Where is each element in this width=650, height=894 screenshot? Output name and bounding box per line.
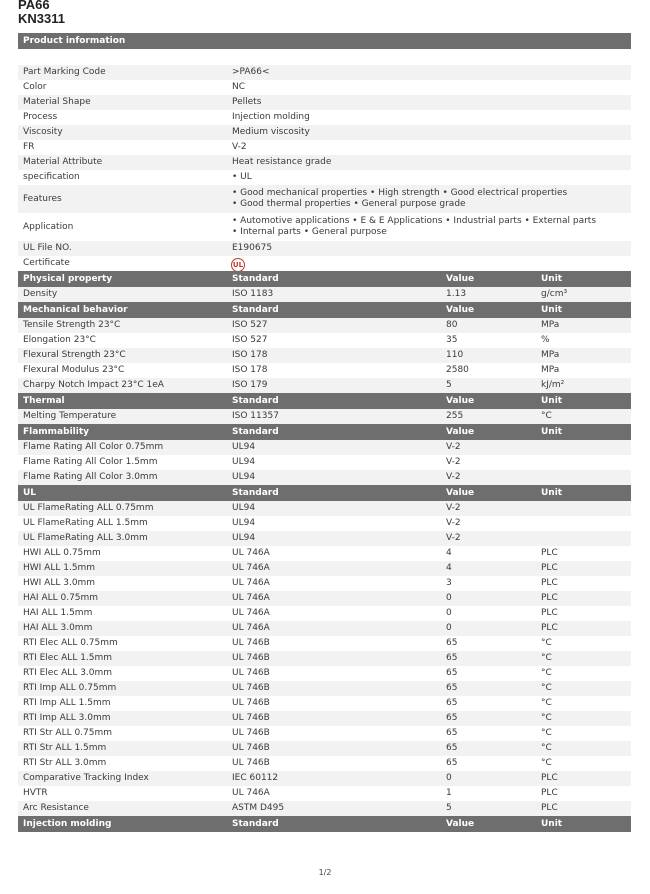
page-number: 1/2	[318, 868, 332, 877]
ul-certification-icon: UL	[231, 258, 245, 272]
section-header	[18, 271, 631, 287]
test-standard: ISO 527	[232, 335, 268, 345]
info-value: • UL	[232, 172, 252, 182]
property-name: HAI ALL 3.0mm	[23, 623, 93, 633]
info-row	[18, 241, 631, 256]
table-row	[18, 681, 631, 696]
table-row	[18, 741, 631, 756]
info-row	[18, 213, 631, 241]
property-unit: °C	[541, 683, 552, 693]
test-standard: IEC 60112	[232, 773, 279, 783]
property-value: 110	[446, 350, 464, 360]
property-name: Arc Resistance	[23, 803, 89, 813]
table-row	[18, 409, 631, 424]
property-value: 2580	[446, 365, 469, 375]
property-value: 0	[446, 593, 452, 603]
test-standard: UL94	[232, 457, 256, 467]
property-unit: PLC	[541, 788, 558, 798]
table-row	[18, 636, 631, 651]
property-name: RTI Imp ALL 0.75mm	[23, 683, 117, 693]
test-standard: ISO 178	[232, 365, 268, 375]
section-header	[18, 485, 631, 501]
test-standard: ISO 179	[232, 380, 268, 390]
property-value: 65	[446, 698, 458, 708]
info-value: >PA66<	[232, 67, 270, 77]
property-unit: °C	[541, 698, 552, 708]
property-name: RTI Str ALL 0.75mm	[23, 728, 113, 738]
info-row	[18, 80, 631, 95]
column-header-value: Value	[446, 274, 475, 284]
info-label: Features	[23, 193, 62, 204]
section-title: Injection molding	[23, 819, 112, 829]
property-value: 4	[446, 563, 452, 573]
test-standard: ASTM D495	[232, 803, 285, 813]
column-header-standard: Standard	[232, 427, 279, 437]
info-row	[18, 125, 631, 140]
property-name: HAI ALL 1.5mm	[23, 608, 93, 618]
property-name: HWI ALL 1.5mm	[23, 563, 96, 573]
test-standard: UL 746B	[232, 713, 270, 723]
test-standard: UL 746A	[232, 608, 270, 618]
column-header-unit: Unit	[541, 396, 563, 406]
info-value: NC	[232, 82, 246, 92]
property-name: RTI Elec ALL 1.5mm	[23, 653, 113, 663]
table-row	[18, 287, 631, 302]
property-name: Melting Temperature	[23, 411, 117, 421]
property-unit: °C	[541, 758, 552, 768]
column-header-standard: Standard	[232, 305, 279, 315]
property-unit: g/cm³	[541, 289, 568, 299]
property-name: RTI Str ALL 1.5mm	[23, 743, 107, 753]
info-value: V-2	[232, 142, 247, 152]
section-header	[18, 393, 631, 409]
test-standard: ISO 178	[232, 350, 268, 360]
property-name: Density	[23, 289, 58, 299]
table-row	[18, 501, 631, 516]
info-value: Pellets	[232, 97, 262, 107]
table-row	[18, 516, 631, 531]
test-standard: UL 746B	[232, 758, 270, 768]
section-header-product-information	[18, 33, 631, 49]
property-value: V-2	[446, 518, 461, 528]
property-unit: °C	[541, 668, 552, 678]
section-title: Physical property	[23, 274, 113, 284]
table-row	[18, 711, 631, 726]
info-row	[18, 256, 631, 271]
property-unit: MPa	[541, 365, 560, 375]
property-value: V-2	[446, 533, 461, 543]
property-name: RTI Elec ALL 3.0mm	[23, 668, 113, 678]
property-value: V-2	[446, 457, 461, 467]
column-header-unit: Unit	[541, 488, 563, 498]
property-value: 35	[446, 335, 458, 345]
property-unit: °C	[541, 653, 552, 663]
info-label: specification	[23, 172, 80, 182]
column-header-standard: Standard	[232, 488, 279, 498]
section-title: Flammability	[23, 427, 90, 437]
column-header-value: Value	[446, 396, 475, 406]
table-row	[18, 576, 631, 591]
property-unit: PLC	[541, 623, 558, 633]
property-value: 65	[446, 668, 458, 678]
property-name: Flexural Strength 23°C	[23, 350, 126, 360]
property-unit: °C	[541, 713, 552, 723]
info-row	[18, 65, 631, 80]
info-label: Part Marking Code	[23, 67, 106, 77]
table-row	[18, 726, 631, 741]
test-standard: UL 746A	[232, 593, 270, 603]
test-standard: ISO 1183	[232, 289, 274, 299]
column-header-unit: Unit	[541, 305, 563, 315]
test-standard: ISO 11357	[232, 411, 279, 421]
info-value-line: • Automotive applications • E & E Applications • Industrial parts • External parts	[232, 216, 597, 226]
test-standard: ISO 527	[232, 320, 268, 330]
table-row	[18, 801, 631, 816]
info-label: Process	[23, 112, 58, 122]
property-name: RTI Str ALL 3.0mm	[23, 758, 107, 768]
info-row	[18, 110, 631, 125]
test-standard: UL 746B	[232, 728, 270, 738]
property-value: 5	[446, 380, 452, 390]
property-name: RTI Imp ALL 1.5mm	[23, 698, 111, 708]
table-row	[18, 546, 631, 561]
property-name: Tensile Strength 23°C	[23, 320, 121, 330]
property-value: 65	[446, 743, 458, 753]
property-value: 5	[446, 803, 452, 813]
property-unit: PLC	[541, 578, 558, 588]
test-standard: UL94	[232, 518, 256, 528]
property-unit: MPa	[541, 350, 560, 360]
property-value: 65	[446, 653, 458, 663]
table-row	[18, 470, 631, 485]
info-label: Material Shape	[23, 97, 91, 107]
property-unit: °C	[541, 743, 552, 753]
property-value: 65	[446, 728, 458, 738]
info-label: Color	[23, 82, 47, 92]
property-value: 0	[446, 608, 452, 618]
property-name: Comparative Tracking Index	[23, 773, 149, 783]
section-header	[18, 302, 631, 318]
table-row	[18, 348, 631, 363]
table-row	[18, 666, 631, 681]
test-standard: UL 746A	[232, 578, 270, 588]
property-unit: kJ/m²	[541, 380, 565, 390]
property-value: 1.13	[446, 289, 467, 299]
column-header-unit: Unit	[541, 819, 563, 829]
column-header-value: Value	[446, 819, 475, 829]
table-row	[18, 440, 631, 455]
property-value: 65	[446, 713, 458, 723]
test-standard: UL 746B	[232, 638, 270, 648]
table-row	[18, 333, 631, 348]
document-title-grade: PA66	[18, 0, 50, 12]
info-value: E190675	[232, 243, 273, 253]
property-unit: °C	[541, 728, 552, 738]
info-value-line: • Good mechanical properties • High strength • Good electrical properties	[232, 188, 568, 198]
section-title: Mechanical behavior	[23, 305, 128, 315]
info-value: Medium viscosity	[232, 127, 310, 137]
property-unit: PLC	[541, 803, 558, 813]
property-value: 0	[446, 623, 452, 633]
property-unit: PLC	[541, 563, 558, 573]
property-value: 0	[446, 773, 452, 783]
column-header-value: Value	[446, 305, 475, 315]
table-row	[18, 651, 631, 666]
info-row	[18, 185, 631, 213]
section-header	[18, 816, 631, 832]
info-label: Application	[23, 221, 74, 232]
property-unit: PLC	[541, 608, 558, 618]
test-standard: UL 746B	[232, 668, 270, 678]
property-value: 1	[446, 788, 452, 798]
column-header-standard: Standard	[232, 819, 279, 829]
document-title-code: KN3311	[18, 11, 65, 26]
property-name: Charpy Notch Impact 23°C 1eA	[23, 380, 164, 390]
info-value-line: • Good thermal properties • General purpose grade	[232, 199, 466, 209]
info-row	[18, 95, 631, 110]
property-name: Flame Rating All Color 3.0mm	[23, 472, 158, 482]
table-row	[18, 378, 631, 393]
test-standard: UL 746A	[232, 548, 270, 558]
property-unit: MPa	[541, 320, 560, 330]
table-row	[18, 455, 631, 470]
property-name: RTI Elec ALL 0.75mm	[23, 638, 118, 648]
test-standard: UL 746B	[232, 743, 270, 753]
property-value: 65	[446, 683, 458, 693]
section-header	[18, 424, 631, 440]
property-unit: PLC	[541, 773, 558, 783]
column-header-unit: Unit	[541, 427, 563, 437]
info-row	[18, 140, 631, 155]
property-name: Elongation 23°C	[23, 335, 96, 345]
test-standard: UL 746B	[232, 653, 270, 663]
property-value: 65	[446, 758, 458, 768]
table-row	[18, 756, 631, 771]
info-label: UL File NO.	[23, 243, 72, 253]
property-name: HWI ALL 0.75mm	[23, 548, 101, 558]
property-value: 80	[446, 320, 458, 330]
test-standard: UL 746B	[232, 683, 270, 693]
table-row	[18, 561, 631, 576]
test-standard: UL94	[232, 533, 256, 543]
property-value: 4	[446, 548, 452, 558]
info-row	[18, 155, 631, 170]
table-row	[18, 786, 631, 801]
table-row	[18, 318, 631, 333]
info-row	[18, 170, 631, 185]
column-header-value: Value	[446, 427, 475, 437]
test-standard: UL94	[232, 503, 256, 513]
section-title: Thermal	[23, 396, 65, 406]
spacer	[18, 49, 631, 63]
table-row	[18, 606, 631, 621]
property-value: 65	[446, 638, 458, 648]
test-standard: UL94	[232, 472, 256, 482]
section-title: Product information	[23, 36, 126, 46]
table-row	[18, 696, 631, 711]
property-unit: PLC	[541, 593, 558, 603]
property-value: V-2	[446, 472, 461, 482]
column-header-standard: Standard	[232, 274, 279, 284]
property-name: RTI Imp ALL 3.0mm	[23, 713, 111, 723]
info-value: Injection molding	[232, 112, 310, 122]
column-header-value: Value	[446, 488, 475, 498]
property-value: 255	[446, 411, 464, 421]
property-value: V-2	[446, 442, 461, 452]
info-value-line: • Internal parts • General purpose	[232, 227, 387, 237]
property-unit: PLC	[541, 548, 558, 558]
test-standard: UL94	[232, 442, 256, 452]
info-label: Certificate	[23, 258, 70, 268]
property-unit: %	[541, 335, 550, 345]
table-row	[18, 621, 631, 636]
column-header-unit: Unit	[541, 274, 563, 284]
property-name: Flame Rating All Color 0.75mm	[23, 442, 164, 452]
info-label: Viscosity	[23, 127, 63, 137]
column-header-standard: Standard	[232, 396, 279, 406]
section-title: UL	[23, 488, 37, 498]
property-unit: °C	[541, 411, 552, 421]
property-name: Flame Rating All Color 1.5mm	[23, 457, 158, 467]
property-unit: °C	[541, 638, 552, 648]
property-name: HWI ALL 3.0mm	[23, 578, 96, 588]
info-label: FR	[23, 142, 35, 152]
table-row	[18, 771, 631, 786]
property-name: UL FlameRating ALL 0.75mm	[23, 503, 154, 513]
property-name: HAI ALL 0.75mm	[23, 593, 99, 603]
property-value: V-2	[446, 503, 461, 513]
property-name: UL FlameRating ALL 3.0mm	[23, 533, 148, 543]
property-name: UL FlameRating ALL 1.5mm	[23, 518, 148, 528]
info-value: Heat resistance grade	[232, 157, 332, 167]
table-row	[18, 591, 631, 606]
table-row	[18, 531, 631, 546]
table-row	[18, 363, 631, 378]
property-name: Flexural Modulus 23°C	[23, 365, 125, 375]
test-standard: UL 746A	[232, 563, 270, 573]
property-value: 3	[446, 578, 452, 588]
test-standard: UL 746A	[232, 788, 270, 798]
property-name: HVTR	[23, 788, 48, 798]
info-label: Material Attribute	[23, 157, 103, 167]
test-standard: UL 746A	[232, 623, 270, 633]
test-standard: UL 746B	[232, 698, 270, 708]
